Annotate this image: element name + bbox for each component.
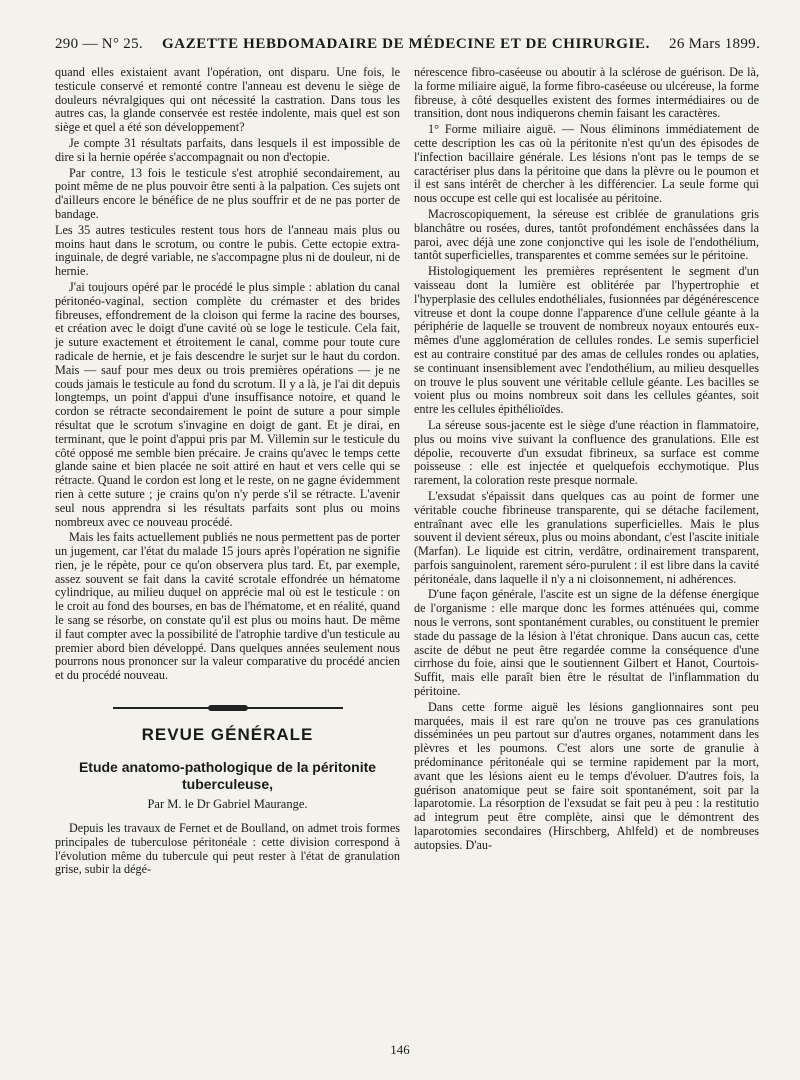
issue-date: 26 Mars 1899.: [669, 35, 760, 52]
paragraph: Je compte 31 résultats parfaits, dans lesquels il est impossible de dire si la hernie opérée s'accompagnait ou non d'ectopie.: [55, 135, 400, 164]
paragraph: nérescence fibro-caséeuse ou aboutir à la sclérose de guérison. De là, la forme miliaire aiguë, la forme fibro-caséeuse ou ulcéreuse, la forme fibreuse, à côté desquelles existent des formes intermédiaires ou de transition, dont nous indiquerons chemin faisant les caractères.: [414, 65, 759, 121]
paragraph: Par contre, 13 fois le testicule s'est atrophié secondairement, au point même de ne plus pouvoir être senti à la palpation. Ces sujets ont d'ailleurs encore le bénéfice de ne plus souffrir et de ne pas porter de bandage.: [55, 165, 400, 221]
paragraph: Les 35 autres testicules restent tous hors de l'anneau mais plus ou moins haut dans le scrotum, ou contre le pubis. Cette ectopie extra-inguinale, de degré variable, ne s'accompagne plus ni de douleur, ni de hernie.: [55, 222, 400, 279]
paragraph: J'ai toujours opéré par le procédé le plus simple : ablation du canal péritonéo-vaginal, section complète du crémaster et des brides fibreuses, effondrement de la cloison qui ferme la racine des bourses, et création avec le doigt d'une cavité où se loge le testicule. Cela fait, je suture exactement et étroitement le canal, comme pour toute cure radicale de hernie, et je fais descendre le surjet sur le haut du cordon. Mais — sauf pour mes deux ou trois premières opérations — je ne couds jamais le testicule au fond du scrotum. Il y a là, je l'ai dit depuis longtemps, un point d'appui d'une insuffisance notoire, et quand le cordon se rétracte secondairement le point de suture a pour simple résultat que le scrotum s'invagine en doigt de gant. Et je dirai, en terminant, que le point d'appui pris par M. Villemin sur le testicule du côté opposé me semble bien précaire. Je crains qu'avec le temps cette glande saine et bien placée ne soit attiré en haut et vers celle qui se rétracte. Quand le cordon est long et le reste, on ne gagne évidemment rien à cette suture ; je crains qu'on n'y perde s'il se rétracte. L'avenir seul nous apprendra si les résultats parfaits sont plus ou moins nombreux avec ce nouveau procédé.: [55, 279, 400, 529]
page-number-issue: 290 — N° 25.: [55, 35, 143, 52]
paragraph: 1° Forme miliaire aiguë. — Nous éliminons immédiatement de cette description les cas où la péritonite n'est qu'un des épisodes de l'infection bacillaire générale. Les lésions n'ont pas le temps de se caractériser plus dans la péritoine que dans la plèvre ou le poumon et il est sans intérêt de chercher à les différencier. La seule forme qui nous occupe est celle qui est localisée au péritoine.: [414, 122, 759, 206]
page-body: [55, 66, 760, 1046]
article-title: Etude anatomo-pathologique de la péritonite tuberculeuse,: [78, 759, 377, 793]
paragraph: L'exsudat s'épaissit dans quelques cas au point de former une véritable couche fibrineuse transparente, qui se détache facilement, entraînant avec elle les granulations superficielles. Mais le plus souvent il devient séreux, plus ou moins abondant, c'est l'ascite initiale (Marfan). Le liquide est citrin, verdâtre, ordinairement transparent, parfois sanguinolent, rarement séro-purulent : il est libre dans la cavité péritonéale, dans laquelle il n'y a ni cloisonnement, ni adhérences.: [414, 488, 759, 586]
paragraph: Dans cette forme aiguë les lésions ganglionnaires sont peu marquées, mais il est rare qu'on ne trouve pas ces granulations disséminées un peu partout sur d'autres organes, notamment dans les plèvres et les poumons. C'est alors une sorte de granulie à prédominance péritonéale qui se termine rapidement par la mort, avant que les lésions aient eu le temps d'évoluer. D'autres fois, la guérison anatomique peut se faire soit spontanément, soit par la laparotomie. La résorption de l'exsudat se fait peu à peu : la restitutio ad integrum peut être complète, ainsi que le démontrent des laparotomies secondaires (Hirschberg, Ahlfeld) et de nombreuses autopsies. D'au-: [414, 699, 759, 852]
paragraph: D'une façon générale, l'ascite est un signe de la défense énergique de l'organisme : elle marque donc les formes atténuées qui, comme nous le verrons, sont spontanément curables, ou constituent le premier stade du passage de la lésion à l'état chronique. Dans aucun cas, cette ascite de début ne peut être regardée comme la conséquence d'une cirrhose du foie, ainsi que le soutiennent Gilbert et Hanot, Courtois-Suffit, mais elle paraît bien être le résultat de l'inflammation du péritoine.: [414, 587, 759, 699]
paragraph: Macroscopiquement, la séreuse est criblée de granulations gris blanchâtre ou rosées, dures, tantôt profondément enchâssées dans la paroi, avec déjà une zone conjonctive qui les isole de l'endothélium, tantôt superficielles, transparentes et comme semées sur le péritoine.: [414, 206, 759, 263]
section-divider: [113, 705, 343, 711]
folio-number: 146: [390, 1042, 410, 1057]
paragraph: quand elles existaient avant l'opération, ont disparu. Une fois, le testicule conservé et remonté contre l'anneau est devenu le siège de douleurs névralgiques qui ont nécessité la castration. Dans tous les autres cas, la glande conservée est restée indolente, mais quel est son siège et quel a été son développement?: [55, 65, 400, 135]
running-header: [55, 30, 760, 58]
paragraph: La séreuse sous-jacente est le siège d'une réaction in flammatoire, plus ou moins vive suivant la confluence des granulations. Elle est dépolie, recouverte d'un exsudat fibrineux, sa surface est comme poisseuse : elle est injectée et quelquefois ecchymotique. Plus rarement, la coloration reste presque normale.: [414, 417, 759, 488]
byline: Par M. le Dr Gabriel Maurange.: [147, 797, 308, 812]
section-title: REVUE GÉNÉRALE: [141, 725, 314, 745]
journal-title: GAZETTE HEBDOMADAIRE DE MÉDECINE ET DE CHIRURGIE.: [162, 35, 650, 52]
paragraph: Depuis les travaux de Fernet et de Boulland, on admet trois formes principales de tuberculose péritonéale : cette division correspond à l'évolution même du tubercule qui peut rester à l'état de granulation grise, subir la dégé-: [55, 821, 400, 877]
left-column: [55, 66, 400, 1046]
paragraph: Mais les faits actuellement publiés ne nous permettent pas de porter un jugement, car l'état du malade 15 jours après l'opération ne signifie rien, je le répète, pour ce qu'on observera plus tard. Et, par exemple, assez souvent se fait dans la cavité scrotale effondrée un hématome cylindrique, au milieu duquel on apprécie mal où est le testicule : on le croit au fond des bourses, en bas de l'hématome, et en réalité, quand le sang se résorbe, on constate qu'il est plus ou moins haut. De même il faut compter avec la possibilité de l'atrophie tardive d'un testicule au premier abord bien développé. Dans quelques années seulement nous pourrons nous prononcer sur la valeur comparative du procédé ancien et du procédé nouveau.: [55, 530, 400, 683]
right-column: [414, 66, 759, 1046]
paragraph: Histologiquement les premières représentent le segment d'un vaisseau dont la lumière est oblitérée par l'hypertrophie et l'hyperplasie des cellules endothéliales, fusionnées par dégénérescence vitreuse et dont la coupe donne l'apparence d'une cellule géante à la périphérie de laquelle se trouvent de nombreux noyaux entourés eux-mêmes d'une agglomération de cellules rondes. Le semis superficiel est au contraire constitué par des amas de cellules rondes ou aplaties, se continuant insensiblement avec l'endothélium, au milieu desquelles on trouve le plus souvent une véritable cellule géante. Les bacilles se voient plus ou moins nombreux soit dans les cellules géantes, soit entre les cellules épithélioïdes.: [414, 264, 759, 417]
